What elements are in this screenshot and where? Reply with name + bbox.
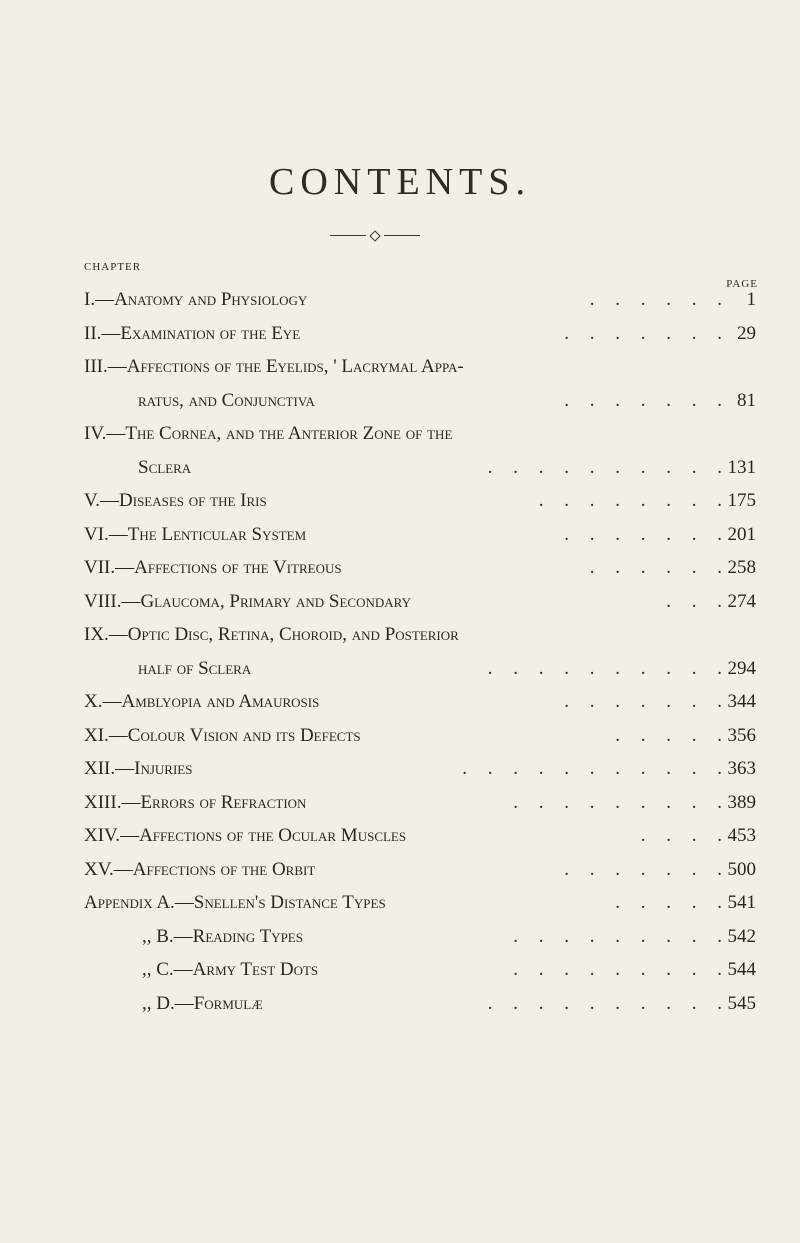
toc-entry-title: VI.—The Lenticular System bbox=[84, 523, 307, 545]
toc-page-number: 363 bbox=[727, 758, 756, 779]
toc-entry-title: IX.—Optic Disc, Retina, Choroid, and Posterior bbox=[84, 624, 459, 645]
toc-entry-title: ,, C.—Army Test Dots bbox=[142, 959, 319, 980]
toc-page-number: 500 bbox=[727, 858, 756, 880]
toc-entry bbox=[0, 417, 800, 451]
toc-page-number: 175 bbox=[727, 490, 756, 511]
toc-dot-leader: . . . . . . . . . bbox=[513, 925, 730, 947]
table-of-contents bbox=[0, 283, 800, 1020]
toc-page-number: 356 bbox=[727, 724, 756, 746]
toc-entry bbox=[0, 719, 800, 753]
toc-dot-leader: . . . . . . . bbox=[564, 523, 730, 545]
toc-dot-leader: . . . . . . . . . bbox=[513, 791, 730, 813]
toc-dot-leader: . . . . . . . bbox=[564, 858, 730, 880]
toc-entry bbox=[0, 987, 800, 1021]
toc-entry-title: ratus, and Conjunctiva bbox=[138, 389, 315, 411]
ornament-line-right bbox=[384, 235, 420, 236]
toc-page-number: 131 bbox=[727, 456, 756, 478]
page-title: CONTENTS. bbox=[269, 161, 531, 203]
toc-entry-title: XIV.—Affections of the Ocular Muscles bbox=[84, 825, 407, 846]
toc-entry bbox=[0, 853, 800, 887]
toc-entry-title: X.—Amblyopia and Amaurosis bbox=[84, 691, 320, 712]
toc-entry bbox=[0, 484, 800, 518]
toc-dot-leader: . . . . . . . bbox=[564, 389, 730, 411]
toc-page-number: 201 bbox=[727, 523, 756, 545]
toc-dot-leader: . . . . . . . bbox=[564, 322, 730, 344]
chapter-column-label: CHAPTER bbox=[84, 261, 142, 273]
toc-entry-title: I.—Anatomy and Physiology bbox=[84, 289, 308, 310]
toc-entry-title: XII.—Injuries bbox=[84, 758, 193, 779]
toc-entry-title: III.—Affections of the Eyelids, ' Lacrymal Appa- bbox=[84, 356, 464, 377]
toc-page-number: 1 bbox=[746, 289, 756, 310]
toc-page-number: 81 bbox=[737, 389, 756, 411]
toc-dot-leader: . . . bbox=[666, 590, 730, 612]
toc-page-number: 542 bbox=[727, 925, 756, 947]
ornament-divider bbox=[330, 232, 420, 240]
toc-entry bbox=[0, 451, 800, 485]
toc-entry bbox=[0, 585, 800, 619]
toc-entry bbox=[0, 652, 800, 686]
toc-dot-leader: . . . . . . bbox=[589, 289, 730, 310]
toc-page-number: 294 bbox=[727, 657, 756, 679]
toc-entry-title: Sclera bbox=[138, 456, 192, 478]
toc-entry-title: VIII.—Glaucoma, Primary and Secondary bbox=[84, 590, 411, 612]
toc-entry bbox=[0, 551, 800, 585]
toc-entry bbox=[0, 518, 800, 552]
toc-entry bbox=[0, 786, 800, 820]
diamond-icon bbox=[369, 230, 380, 241]
toc-dot-leader: . . . . . . . . . . bbox=[487, 456, 730, 478]
toc-dot-leader: . . . . . . . . . . bbox=[487, 657, 730, 679]
toc-page-number: 541 bbox=[727, 892, 756, 913]
toc-page-number: 453 bbox=[727, 825, 756, 846]
ornament-line-left bbox=[330, 235, 366, 236]
toc-page-number: 344 bbox=[727, 691, 756, 712]
toc-dot-leader: . . . . bbox=[640, 825, 730, 846]
toc-dot-leader: . . . . . . bbox=[589, 557, 730, 578]
toc-entry bbox=[0, 685, 800, 719]
toc-dot-leader: . . . . . . . . bbox=[538, 490, 730, 511]
toc-dot-leader: . . . . . . . . . . . bbox=[462, 758, 730, 779]
toc-entry-title: II.—Examination of the Eye bbox=[84, 322, 301, 344]
toc-dot-leader: . . . . . bbox=[615, 892, 730, 913]
toc-page-number: 274 bbox=[727, 590, 756, 612]
toc-page-number: 389 bbox=[727, 791, 756, 813]
toc-entry-title: Appendix A.—Snellen's Distance Types bbox=[84, 892, 386, 913]
page-column-label: PAGE bbox=[726, 278, 758, 290]
toc-entry-title: V.—Diseases of the Iris bbox=[84, 490, 267, 511]
toc-entry bbox=[0, 920, 800, 954]
toc-entry bbox=[0, 953, 800, 987]
toc-entry-title: VII.—Affections of the Vitreous bbox=[84, 557, 342, 578]
toc-entry bbox=[0, 752, 800, 786]
toc-page-number: 544 bbox=[727, 959, 756, 980]
toc-entry-title: XIII.—Errors of Refraction bbox=[84, 791, 307, 813]
toc-page-number: 258 bbox=[727, 557, 756, 578]
toc-dot-leader: . . . . . . . . . . bbox=[487, 992, 730, 1014]
toc-entry bbox=[0, 283, 800, 317]
toc-dot-leader: . . . . . . . . . bbox=[513, 959, 730, 980]
toc-entry-title: ,, B.—Reading Types bbox=[142, 925, 303, 947]
toc-entry bbox=[0, 317, 800, 351]
toc-page-number: 545 bbox=[727, 992, 756, 1014]
toc-entry-title: ,, D.—Formulæ bbox=[142, 992, 263, 1014]
toc-entry-title: XI.—Colour Vision and its Defects bbox=[84, 724, 361, 746]
toc-entry-title: XV.—Affections of the Orbit bbox=[84, 858, 316, 880]
toc-entry bbox=[0, 819, 800, 853]
toc-entry bbox=[0, 886, 800, 920]
toc-dot-leader: . . . . . . . bbox=[564, 691, 730, 712]
toc-entry bbox=[0, 350, 800, 384]
toc-entry bbox=[0, 384, 800, 418]
toc-entry bbox=[0, 618, 800, 652]
toc-entry-title: half of Sclera bbox=[138, 657, 252, 679]
toc-entry-title: IV.—The Cornea, and the Anterior Zone of the bbox=[84, 423, 453, 444]
toc-dot-leader: . . . . . bbox=[615, 724, 730, 746]
toc-page-number: 29 bbox=[737, 322, 756, 344]
